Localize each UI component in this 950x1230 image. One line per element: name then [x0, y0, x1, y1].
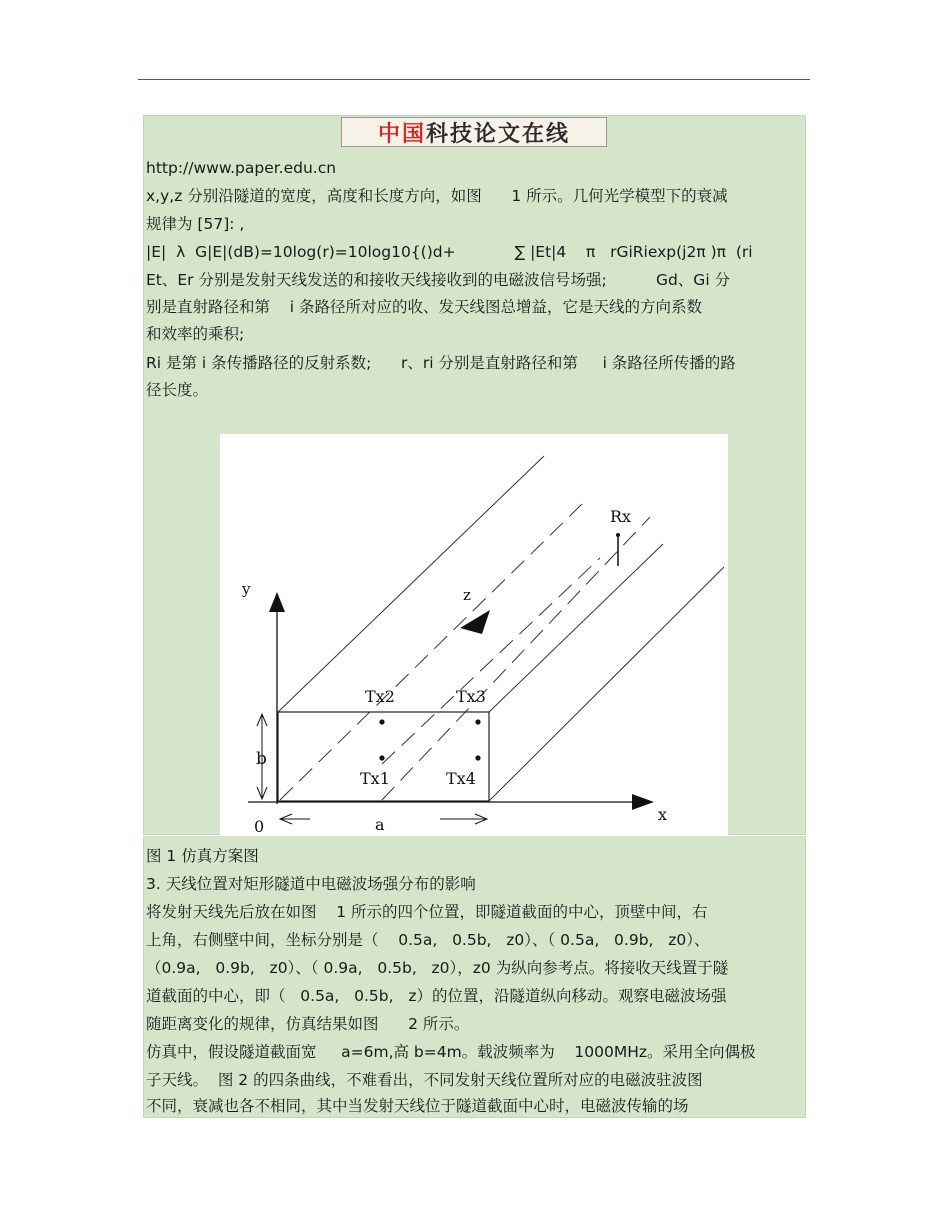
tunnel-axis-dashed-2	[382, 558, 600, 764]
tunnel-axis-dashed	[382, 517, 650, 800]
tx2-label: Tx2	[365, 687, 395, 706]
z-axis-label: z	[463, 586, 471, 604]
paragraph-line: 随距离变化的规律，仿真结果如图 2 所示。	[146, 1015, 470, 1033]
paragraph-line: （0.9a, 0.9b, z0）、（ 0.9a, 0.5b, z0），z0 为纵向参考点。将接收天线置于隧	[146, 959, 729, 977]
paragraph-line: 别是直射路径和第 i 条路径所对应的收、发天线图总增益，它是天线的方向系数	[146, 298, 702, 316]
tunnel-diagram	[220, 434, 728, 835]
site-url-link[interactable]: http://www.paper.edu.cn	[146, 159, 337, 177]
tx3-label: Tx3	[456, 687, 486, 706]
dimension-b-label: b	[256, 749, 267, 769]
tunnel-edge-top-left	[278, 456, 544, 712]
paragraph-line: 规律为 [57]: ,	[146, 215, 245, 233]
tx2-point	[379, 719, 384, 724]
tx3-point	[475, 719, 480, 724]
paragraph-line: 径长度。	[146, 381, 209, 399]
x-axis-label: x	[658, 805, 668, 824]
header-rule	[138, 79, 810, 80]
tunnel-diagram-figure	[220, 434, 728, 835]
x-axis-arrow-icon	[632, 794, 654, 810]
tx4-point	[475, 755, 480, 760]
z-direction-arrow-icon	[460, 610, 490, 634]
paragraph-line: 仿真中，假设隧道截面宽 a=6m,高 b=4m。载波频率为 1000MHz。采用全向偶极	[146, 1043, 756, 1061]
rx-label: Rx	[610, 507, 632, 526]
y-axis-label: y	[242, 580, 251, 598]
tunnel-edge-bottom-left-hidden	[280, 504, 582, 800]
paragraph-line: 上角，右侧壁中间，坐标分别是（ 0.5a, 0.5b, z0）、（ 0.5a, 0.9b, z0）、	[146, 931, 710, 949]
paragraph-line: 子天线。 图 2 的四条曲线，不难看出，不同发射天线位置所对应的电磁波驻波图	[146, 1071, 703, 1089]
tx4-label: Tx4	[446, 769, 476, 788]
content-panel-bottom	[143, 836, 806, 1118]
tx1-label: Tx1	[360, 769, 390, 788]
dimension-a-label: a	[375, 815, 385, 834]
paragraph-line: x,y,z 分别沿隧道的宽度，高度和长度方向，如图 1 所示。几何光学模型下的衰减	[146, 187, 728, 205]
site-banner-logo	[341, 117, 607, 147]
figure-caption: 图 1 仿真方案图	[146, 847, 259, 865]
paragraph-line: 道截面的中心，即（ 0.5a, 0.5b, z）的位置，沿隧道纵向移动。观察电磁波场强	[146, 987, 727, 1005]
tunnel-edge-bottom-right	[489, 567, 724, 801]
paragraph-line: 和效率的乘积;	[146, 325, 245, 343]
section-heading: 3. 天线位置对矩形隧道中电磁波场强分布的影响	[146, 875, 476, 893]
banner-logo-part1: 中国	[377, 121, 426, 147]
rx-antenna-tip	[616, 533, 620, 537]
paragraph-line: Et、Er 分别是发射天线发送的和接收天线接收到的电磁波信号场强; Gd、Gi 分	[146, 271, 731, 289]
tx1-point	[379, 755, 384, 760]
paragraph-line: 不同，衰减也各不相同，其中当发射天线位于隧道截面中心时，电磁波传输的场	[146, 1097, 689, 1115]
paragraph-line: Ri 是第 i 条传播路径的反射系数; r、ri 分别是直射路径和第 i 条路径所传播的路	[146, 354, 736, 372]
banner-logo-part2: 科技论文在线	[426, 121, 571, 147]
formula-line: |E| λ G|E|(dB)=10log(r)=10log10{()d+ ∑ |Et|4 π rGiRiexp(j2π )π (ri	[146, 243, 753, 261]
paragraph-line: 将发射天线先后放在如图 1 所示的四个位置，即隧道截面的中心，顶壁中间，右	[146, 903, 708, 921]
origin-label: 0	[254, 817, 265, 835]
y-axis-arrow-icon	[269, 592, 285, 612]
